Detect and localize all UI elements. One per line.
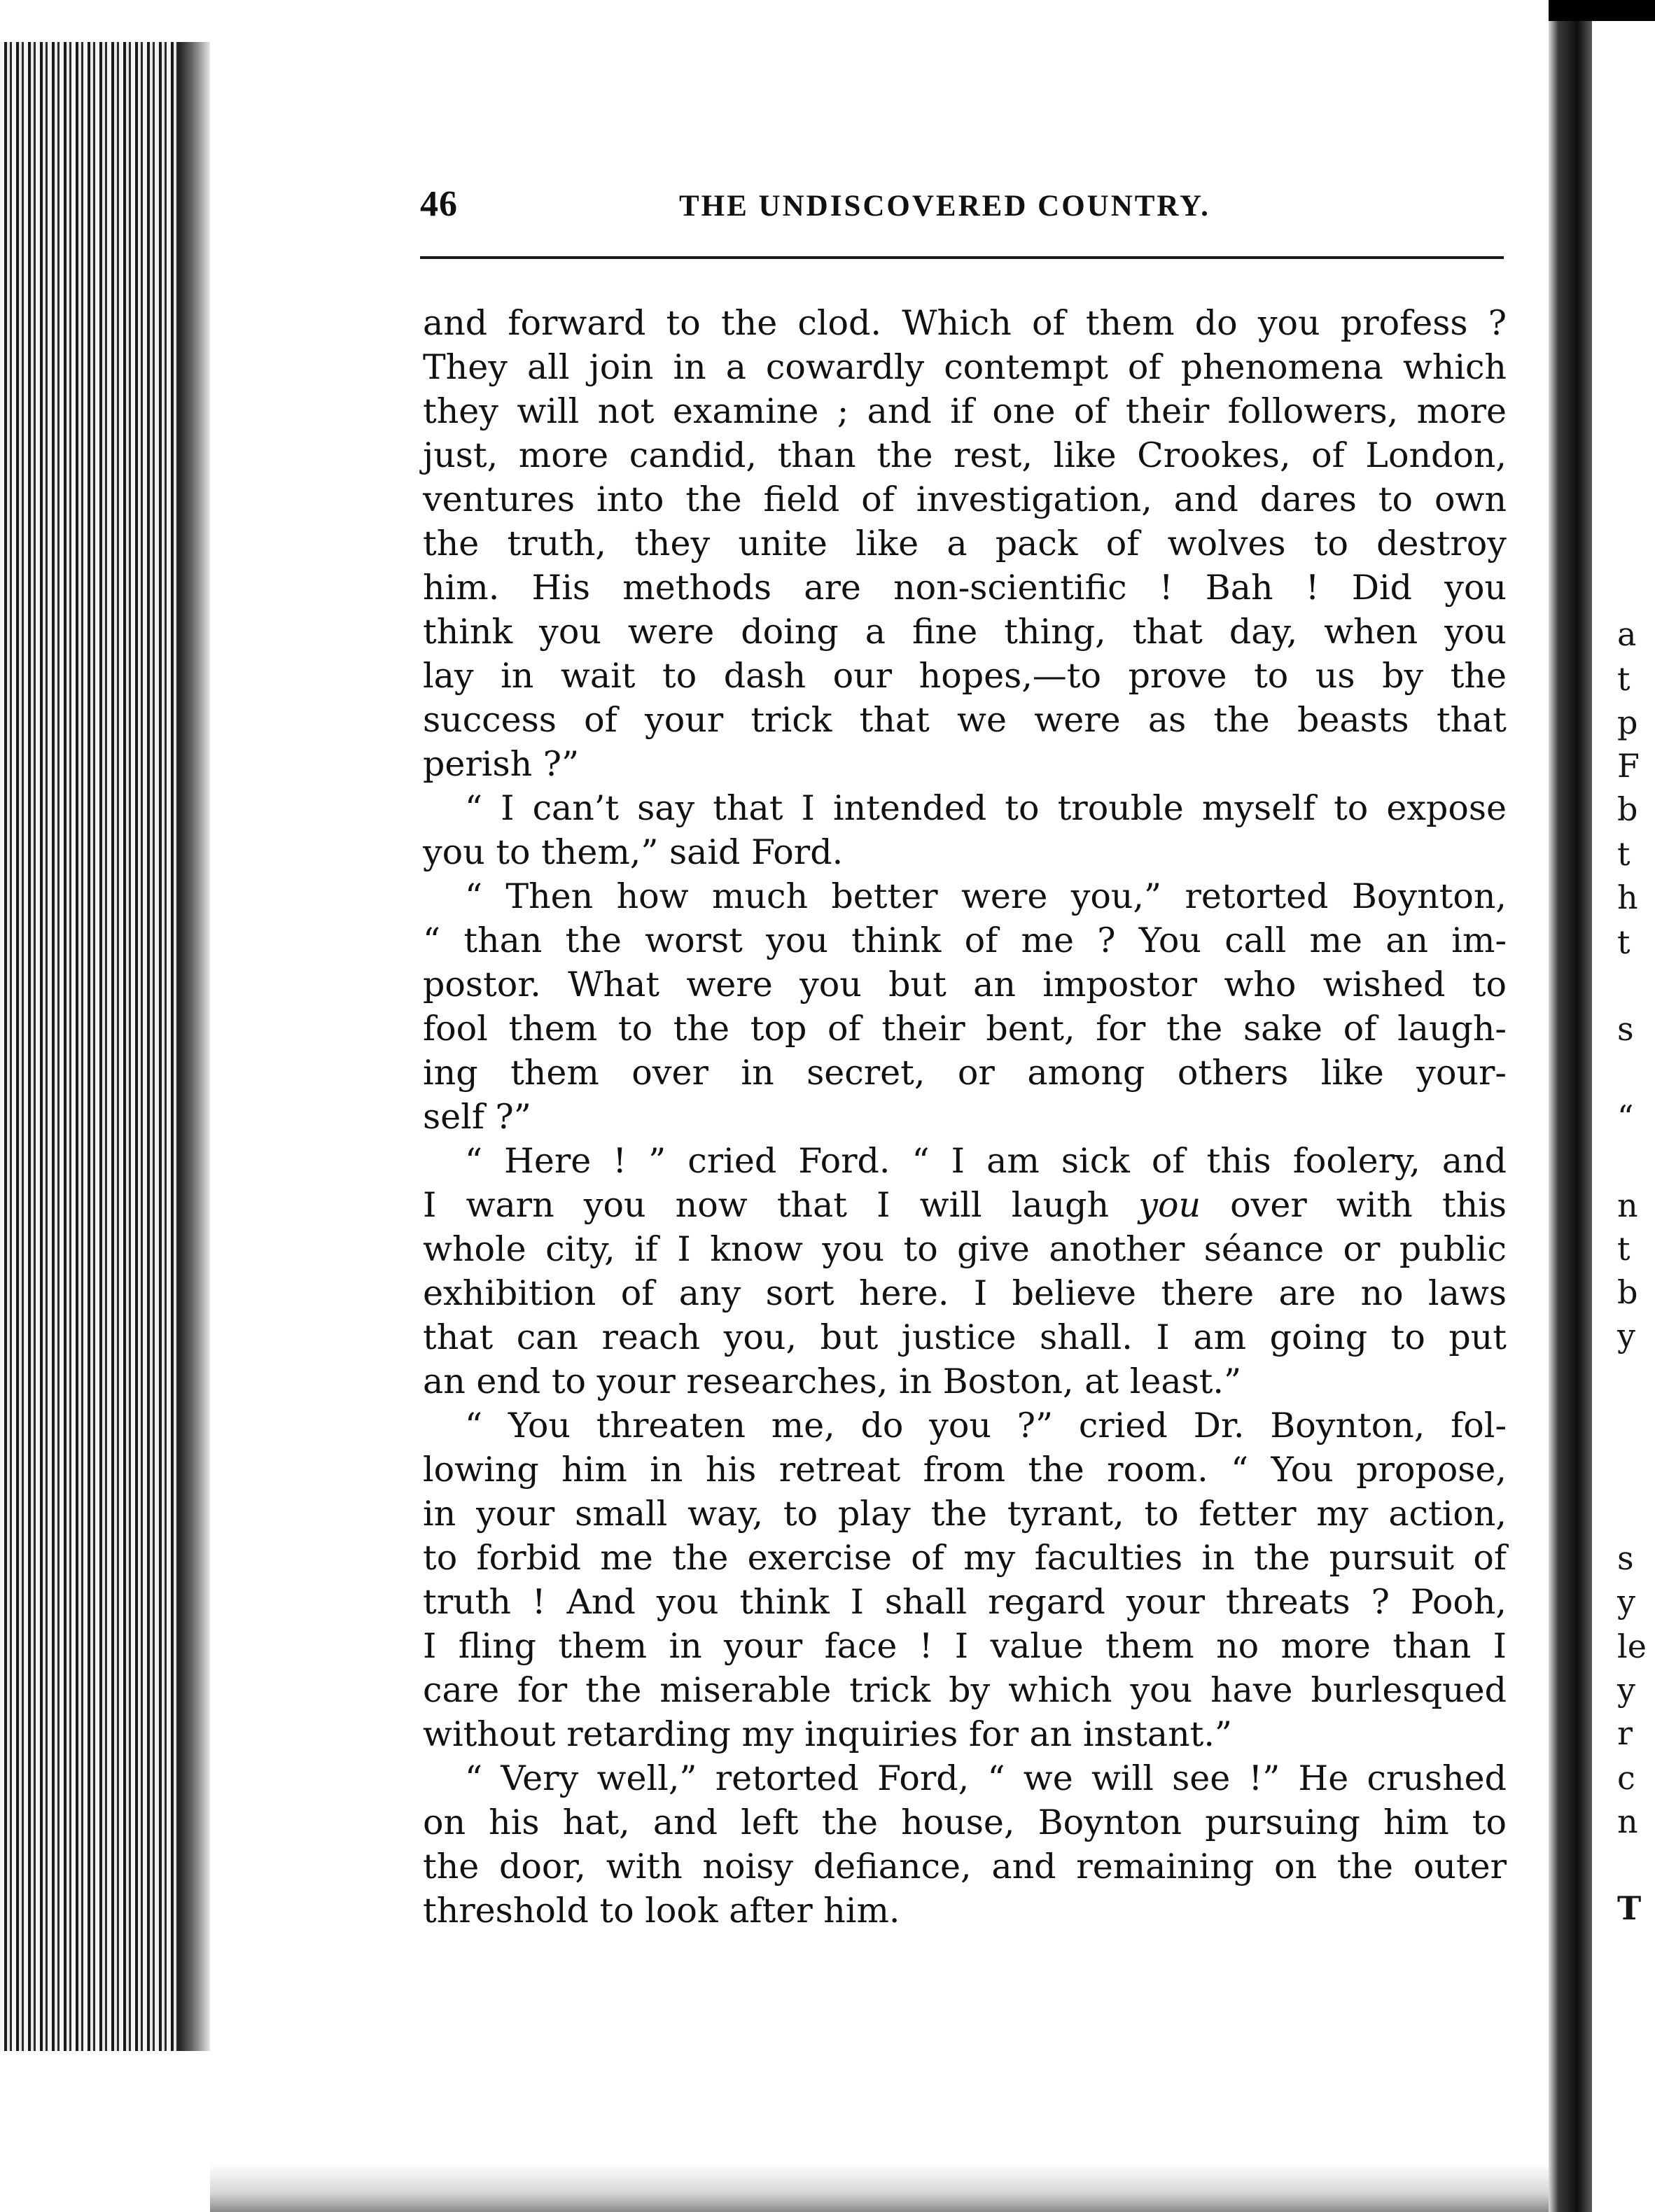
text-line: and forward to the clod. Which of them do you profess ? [423,303,1507,343]
next-page-fragment: n [1617,1802,1638,1840]
text-line: ing them over in secret, or among others like your- [423,1053,1507,1093]
next-page-fragment: y [1617,1317,1635,1354]
next-page-fragment: y [1617,1671,1635,1709]
text-line: fool them to the top of their bent, for the sake of laugh- [423,1009,1507,1049]
text-line: just, more candid, than the rest, like Crookes, of London, [423,435,1507,475]
next-page-fragment: b [1617,790,1638,828]
next-page-fragment: b [1617,1273,1638,1311]
next-page-fragment: n [1617,1186,1638,1224]
text-line: on his hat, and left the house, Boynton pursuing him to [423,1802,1507,1842]
next-page-fragment: s [1617,1010,1634,1048]
book-gutter-shadow [1549,0,1577,2212]
text-line: ventures into the field of investigation, and dares to own [423,479,1507,519]
text-line: the door, with noisy defiance, and remaining on the outer [423,1847,1507,1886]
text-line: threshold to look after him. [423,1891,900,1931]
text-line: success of your trick that we were as the beasts that [423,700,1507,740]
page-number: 46 [420,184,458,224]
text-line: I fling them in your face ! I value them no more than I [423,1626,1507,1666]
text-line: think you were doing a fine thing, that day, when you [423,612,1507,652]
next-page-fragment: t [1617,835,1630,873]
next-page-fragment: t [1617,1230,1630,1268]
next-page-fragment: c [1617,1759,1635,1797]
text-line: “ Then how much better were you,” retorted Boynton, [465,876,1507,916]
next-page-fragment: T [1617,1889,1642,1927]
running-header [420,183,1470,225]
next-page-fragment: le [1617,1628,1647,1665]
left-edge-top-margin [0,0,210,42]
next-page-fragment: h [1617,878,1638,916]
text-line: “ Here ! ” cried Ford. “ I am sick of this foolery, and [465,1141,1507,1181]
left-page-edges [0,0,210,2212]
text-line: They all join in a cowardly contempt of phenomena which [423,347,1507,387]
next-page-fragment: t [1617,660,1630,698]
text-line: without retarding my inquiries for an instant.” [423,1714,1232,1754]
text-line: care for the miserable trick by which you have burlesqued [423,1670,1507,1710]
text-line: “ Very well,” retorted Ford, “ we will see !” He crushed [465,1758,1507,1798]
text-line: the truth, they unite like a pack of wolves to destroy [423,524,1507,564]
next-page-fragment: F [1617,747,1640,785]
text-line: self ?” [423,1097,531,1137]
top-right-shadow [1549,0,1655,21]
text-line: exhibition of any sort here. I believe there are no laws [423,1273,1507,1313]
text-line: they will not examine ; and if one of their followers, more [423,391,1507,431]
next-page-fragment: a [1617,615,1637,653]
text-line: “ You threaten me, do you ?” cried Dr. Boynton, fol- [465,1406,1507,1446]
text-line: “ than the worst you think of me ? You call me an im- [423,920,1507,960]
text-line-with-emphasis [423,1183,1507,1227]
text-line: perish ?” [423,744,580,784]
next-page-fragment: t [1617,923,1630,961]
running-title: THE UNDISCOVERED COUNTRY. [679,190,1210,223]
next-page-fragment: y [1617,1583,1635,1620]
text-line: truth ! And you think I shall regard your threats ? Pooh, [423,1582,1507,1622]
next-page-sliver [1577,0,1655,2212]
next-page-fragment: r [1617,1714,1633,1752]
text-line: postor. What were you but an impostor who wished to [423,965,1507,1004]
text-line: whole city, if I know you to give another séance or public [423,1229,1507,1269]
emphasized-word: you [1138,1185,1201,1225]
text-line: an end to your researches, in Boston, at least.” [423,1362,1242,1401]
bottom-page-shadow [210,2163,1549,2212]
text-line: that can reach you, but justice shall. I am going to put [423,1317,1507,1357]
text-segment: I warn you now that I will laugh [423,1185,1110,1225]
next-page-fragment: s [1617,1539,1634,1577]
body-text [423,301,1507,1933]
next-page-fragment: “ [1617,1098,1634,1136]
text-line: “ I can’t say that I intended to trouble myself to expose [465,788,1507,828]
text-line: lowing him in his retreat from the room. “ You propose, [423,1450,1507,1490]
header-rule [420,256,1504,259]
text-segment: over with this [1230,1185,1507,1225]
text-line: to forbid me the exercise of my faculties in the pursuit of [423,1538,1507,1578]
next-page-fragment: p [1617,704,1638,741]
text-line: you to them,” said Ford. [423,832,844,872]
left-edge-bottom-margin [0,2051,210,2212]
text-line: him. His methods are non-scientific ! Bah ! Did you [423,568,1507,608]
text-line: lay in wait to dash our hopes,—to prove to us by the [423,656,1507,696]
text-line: in your small way, to play the tyrant, to fetter my action, [423,1494,1507,1534]
